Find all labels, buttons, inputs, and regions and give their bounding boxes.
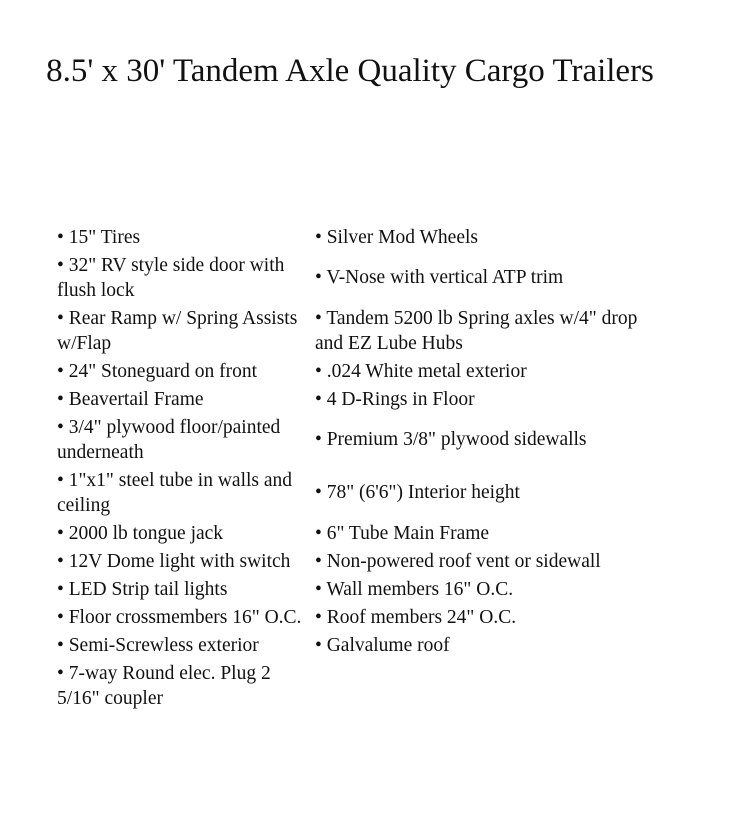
feature-row [57,223,645,251]
feature-row [57,603,645,631]
feature-item: • 4 D-Rings in Floor [315,388,475,410]
feature-item: • .024 White metal exterior [315,360,527,382]
feature-row [57,519,645,547]
feature-item [315,659,645,712]
feature-item: • 12V Dome light with switch [57,550,291,572]
feature-item: • Galvalume roof [315,634,450,656]
feature-row [57,251,645,304]
feature-row [57,575,645,603]
feature-row [57,385,645,413]
feature-item: • Wall members 16" O.C. [315,578,514,600]
feature-row [57,357,645,385]
feature-item: • Floor crossmembers 16" O.C. [57,606,302,628]
feature-row [57,466,645,519]
feature-item: • 6" Tube Main Frame [315,522,490,544]
feature-item: • 32" RV style side door with flush lock [57,254,285,301]
feature-list [57,223,645,712]
feature-item: • 3/4" plywood floor/painted underneath [57,416,281,463]
feature-item: • Beavertail Frame [57,388,204,410]
feature-row [57,631,645,659]
feature-item: • 1"x1" steel tube in walls and ceiling [57,469,293,516]
feature-row [57,413,645,466]
feature-row [57,547,645,575]
feature-item: • Non-powered roof vent or sidewall [315,550,601,572]
feature-item: • V-Nose with vertical ATP trim [315,267,564,288]
feature-item: • Tandem 5200 lb Spring axles w/4" drop and EZ Lube Hubs [315,307,638,354]
feature-item: • 15" Tires [57,226,141,248]
feature-item: • Roof members 24" O.C. [315,606,517,628]
feature-row [57,304,645,357]
feature-row [57,659,645,712]
feature-item: • 24" Stoneguard on front [57,360,258,382]
feature-item: • Premium 3/8" plywood sidewalls [315,429,587,450]
page-title: 8.5' x 30' Tandem Axle Quality Cargo Trailers [46,53,654,89]
feature-item: • Silver Mod Wheels [315,226,478,248]
feature-item: • 2000 lb tongue jack [57,522,224,544]
feature-item: • Rear Ramp w/ Spring Assists w/Flap [57,307,298,354]
feature-item: • 7-way Round elec. Plug 2 5/16" coupler [57,662,271,709]
feature-item: • Semi-Screwless exterior [57,634,259,656]
feature-item: • LED Strip tail lights [57,578,228,600]
feature-item: • 78" (6'6") Interior height [315,482,520,503]
